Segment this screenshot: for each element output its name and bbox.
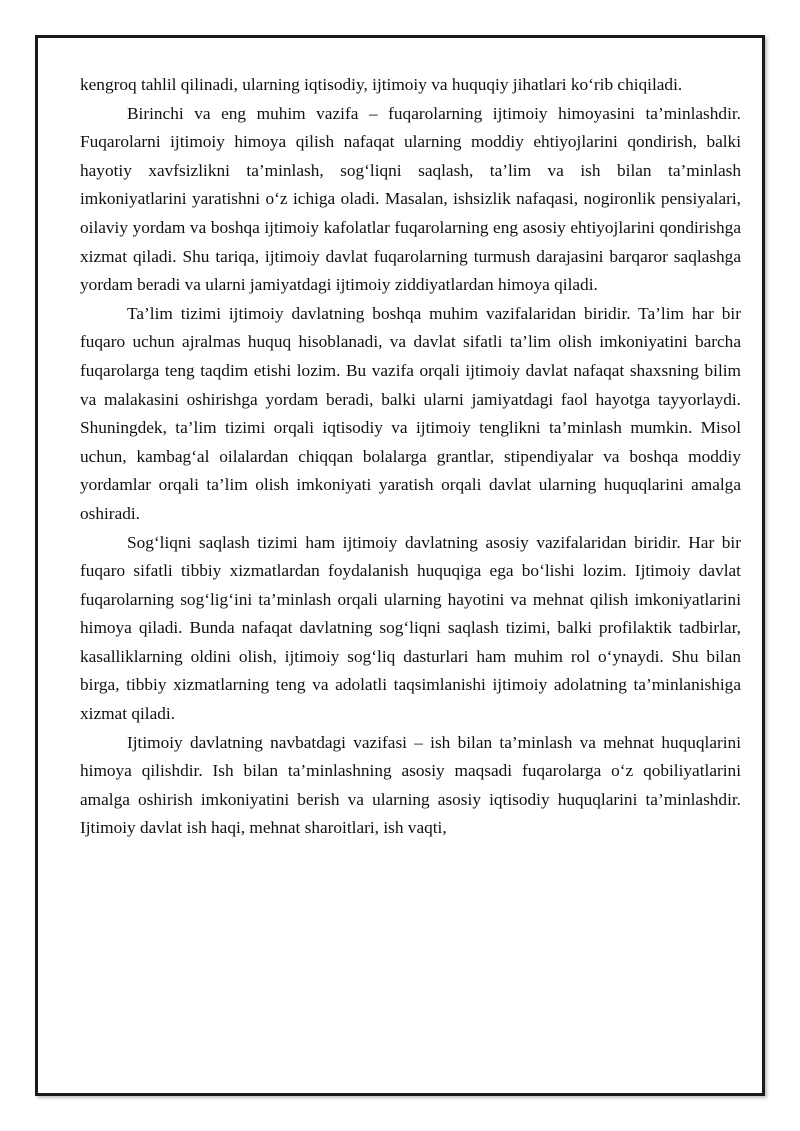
- paragraph-healthcare: Sog‘liqni saqlash tizimi ham ijtimoiy davlatning asosiy vazifalaridan biridir. Har bir fuqaro sifatli tibbiy xizmatlardan foydalanish huquqiga ega bo‘lishi lozim. Ijtimoiy davlat fuqarolarning sog‘lig‘ini ta’minlash orqali ularning hayotini va mehnat qilish imkoniyatlarini himoya qiladi. Bunda nafaqat davlatning sog‘liqni saqlash tizimi, balki profilaktik tadbirlar, kasalliklarning oldini olish, ijtimoiy sog‘liq dasturlari ham muhim rol o‘ynaydi. Shu bilan birga, tibbiy xizmatlarning teng va adolatli taqsimlanishi ijtimoiy adolatning ta’minlanishiga xizmat qiladi.: [80, 532, 741, 724]
- paragraph-employment: Ijtimoiy davlatning navbatdagi vazifasi – ish bilan ta’minlash va mehnat huquqlarini himoya qilishdir. Ish bilan ta’minlashning asosiy maqsadi fuqarolarga o‘z qobiliyatlarini amalga oshirish imkoniyatini berish va ularning asosiy iqtisodiy huquqlarini ta’minlashdir. Ijtimoiy davlat ish haqi, mehnat sharoitlari, ish vaqti,: [80, 732, 741, 838]
- paragraph-continuation: kengroq tahlil qilinadi, ularning iqtisodiy, ijtimoiy va huquqiy jihatlari ko‘rib chiqiladi.: [80, 75, 683, 94]
- paragraph-social-protection: Birinchi va eng muhim vazifa – fuqarolarning ijtimoiy himoyasini ta’minlashdir. Fuqarolarni ijtimoiy himoya qilish nafaqat ularning moddiy ehtiyojlarini qondirish, balki hayotiy xavfsizlikni ta’minlash, sog‘liqni saqlash, ta’lim va ish bilan ta’minlash imkoniyatlarini yaratishni o‘z ichiga oladi. Masalan, ishsizlik nafaqasi, nogironlik pensiyalari, oilaviy yordam va boshqa ijtimoiy kafolatlar fuqarolarning eng asosiy ehtiyojlarini qondirishga xizmat qiladi. Shu tariqa, ijtimoiy davlat fuqarolarning turmush darajasini barqaror saqlashga yordam beradi va ularni jamiyatdagi ijtimoiy ziddiyatlardan himoya qiladi.: [80, 103, 741, 295]
- paragraph-education: Ta’lim tizimi ijtimoiy davlatning boshqa muhim vazifalaridan biridir. Ta’lim har bir fuqaro uchun ajralmas huquq hisoblanadi, va davlat sifatli ta’lim olish imkoniyatini barcha fuqarolarga teng taqdim etishi lozim. Bu vazifa orqali ijtimoiy davlat nafaqat shaxsning bilim va malakasini oshirishga yordam beradi, balki ularni jamiyatdagi faol hayotga tayyorlaydi. Shuningdek, ta’lim tizimi orqali iqtisodiy va ijtimoiy tenglikni ta’minlash mumkin. Misol uchun, kambag‘al oilalardan chiqqan bolalarga grantlar, stipendiyalar va boshqa moddiy yordamlar orqali ta’lim olish imkoniyati yaratish orqali davlat ularning huquqlarini amalga oshiradi.: [80, 303, 741, 523]
- document-body: [80, 71, 741, 843]
